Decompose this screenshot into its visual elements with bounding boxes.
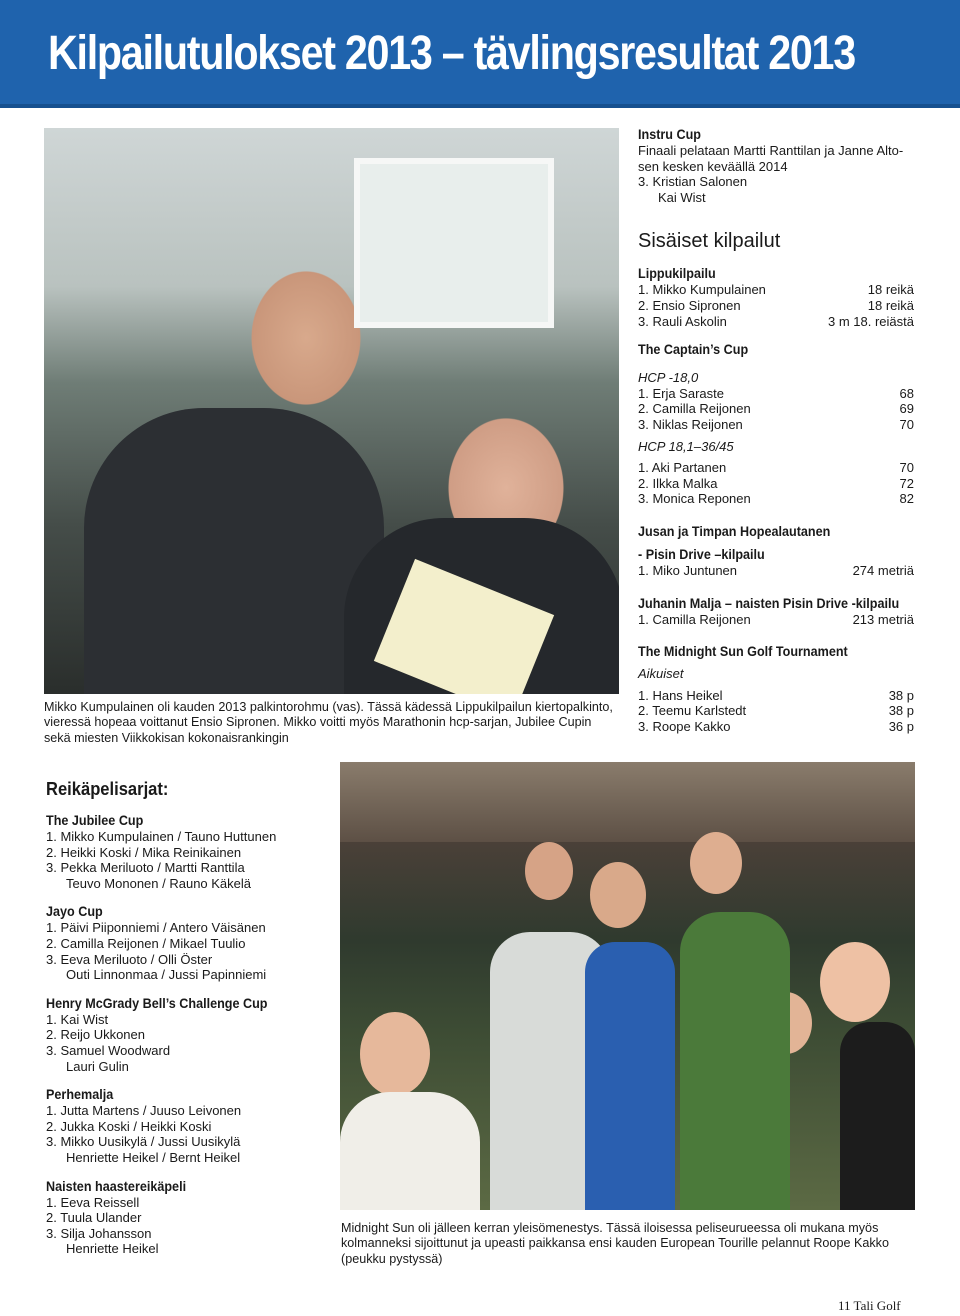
result-row: 2. Teemu Karlstedt 38 p: [638, 703, 914, 719]
result-row: 2. Ilkka Malka 72: [638, 475, 914, 491]
photo-person-dark: [840, 1022, 915, 1210]
jusan-heading: Jusan ja Timpan Hopealautanen: [638, 522, 831, 539]
list-item: 3. Pekka Meriluoto / Martti Ranttila: [46, 860, 245, 876]
photo-face: [690, 832, 742, 894]
hcp-group-label: HCP -18,0: [638, 370, 699, 386]
photo-person-green: [680, 912, 790, 1210]
list-item: 3. Eeva Meriluoto / Olli Öster: [46, 951, 213, 967]
sisaiset-heading: Sisäiset kilpailut: [638, 230, 781, 253]
list-item: 3. Samuel Woodward: [46, 1042, 171, 1058]
list-item: 3. Mikko Uusikylä / Jussi Uusikylä: [46, 1134, 241, 1150]
photo-face: [590, 862, 646, 928]
result-row: 2. Ensio Sipronen 18 reikä: [638, 297, 914, 313]
perhemalja-heading: Perhemalja: [46, 1086, 114, 1103]
midnight-heading: The Midnight Sun Golf Tournament: [638, 643, 848, 660]
lippukilpailu-heading: Lippukilpailu: [638, 265, 716, 282]
list-item: 2. Tuula Ulander: [46, 1210, 142, 1226]
result-row: 1. Miko Juntunen 274 metriä: [638, 562, 914, 578]
result-row: 1. Mikko Kumpulainen 18 reikä: [638, 282, 914, 298]
jayo-heading: Jayo Cup: [46, 903, 103, 920]
jubilee-heading: The Jubilee Cup: [46, 812, 144, 828]
list-item: 2. Camilla Reijonen / Mikael Tuulio: [46, 935, 246, 951]
list-item: 1. Kai Wist: [46, 1011, 109, 1027]
result-row: 3. Rauli Askolin 3 m 18. reiästä: [638, 313, 914, 329]
hcp-group-label: HCP 18,1–36/45: [638, 438, 734, 454]
result-row: 2. Camilla Reijonen 69: [638, 401, 914, 417]
naisten-heading: Naisten haastereikäpeli: [46, 1177, 187, 1194]
instru-result: 3. Kristian Salonen: [638, 174, 748, 190]
instru-note-line: Finaali pelataan Martti Ranttilan ja Janne Alto-: [638, 143, 904, 158]
result-row: 3. Monica Reponen 82: [638, 491, 914, 507]
list-item: Teuvo Mononen / Rauno Käkelä: [66, 875, 252, 891]
list-item: Henriette Heikel: [66, 1241, 159, 1257]
award-photo-caption: Mikko Kumpulainen oli kauden 2013 palkintorohmu (vas). Tässä kädessä Lippukilpailun kiertopalkinto, vieressä hopeaa voittanut Ensio Sipronen. Mikko voitti myös Marathonin hcp-sarjan, Jubilee Cupin sekä miesten Viikkokisan kokonaisrankingin: [44, 700, 613, 745]
result-row: 3. Roope Kakko 36 p: [638, 718, 914, 734]
list-item: 1. Jutta Martens / Juuso Leivonen: [46, 1103, 242, 1119]
group-photo-caption: Midnight Sun oli jälleen kerran yleisömenestys. Tässä iloisessa peliseurueessa oli mukana myös kolmanneksi sijoittunut ja upeasti paikkansa ensi kauden European Tourille pelannut Roope Kakko (peukku pystyssä): [341, 1221, 889, 1266]
header-banner: [0, 0, 960, 108]
result-row: 1. Hans Heikel 38 p: [638, 687, 914, 703]
result-row: 1. Aki Partanen 70: [638, 460, 914, 476]
captains-cup-heading: The Captain’s Cup: [638, 341, 749, 358]
instru-result: Kai Wist: [658, 189, 706, 205]
henry-heading: Henry McGrady Bell’s Challenge Cup: [46, 994, 268, 1011]
list-item: 1. Mikko Kumpulainen / Tauno Huttunen: [46, 829, 277, 844]
photo-roof: [340, 762, 915, 842]
list-item: 1. Päivi Piiponniemi / Antero Väisänen: [46, 920, 266, 936]
photo-person-left: [84, 408, 384, 694]
list-item: 2. Jukka Koski / Heikki Koski: [46, 1118, 212, 1134]
page-title: Kilpailutulokset 2013 – tävlingsresultat 2013: [48, 27, 855, 80]
jusan-subheading: - Pisin Drive –kilpailu: [638, 545, 765, 562]
photo-face: [820, 942, 890, 1022]
age-group-label: Aikuiset: [638, 666, 684, 682]
results-column: [638, 126, 914, 734]
list-item: 2. Reijo Ukkonen: [46, 1027, 145, 1043]
list-item: Lauri Gulin: [66, 1058, 129, 1074]
award-photo: [44, 128, 619, 694]
photo-person-white: [340, 1092, 480, 1210]
result-row: 3. Niklas Reijonen 70: [638, 416, 914, 432]
result-row: 1. Erja Saraste 68: [638, 385, 914, 401]
photo-face: [360, 1012, 430, 1096]
list-item: 2. Heikki Koski / Mika Reinikainen: [46, 844, 242, 860]
list-item: Henriette Heikel / Bernt Heikel: [66, 1149, 241, 1165]
match-play-column: [46, 778, 331, 1257]
group-photo: [340, 762, 915, 1210]
instru-note-line: sen kesken keväällä 2014: [638, 158, 788, 174]
page-footer: 11 Tali Golf: [838, 1298, 901, 1313]
instru-cup-heading: Instru Cup: [638, 126, 701, 142]
list-item: Outi Linnonmaa / Jussi Papinniemi: [66, 967, 267, 983]
result-row: 1. Camilla Reijonen 213 metriä: [638, 611, 914, 627]
list-item: 3. Silja Johansson: [46, 1225, 152, 1241]
reikapeli-heading: Reikäpelisarjat:: [46, 779, 169, 799]
photo-window: [354, 158, 554, 328]
photo-face: [525, 842, 573, 900]
photo-person-blue: [585, 942, 675, 1210]
list-item: 1. Eeva Reissell: [46, 1194, 140, 1210]
juhanin-heading: Juhanin Malja – naisten Pisin Drive -kilpailu: [638, 594, 900, 611]
